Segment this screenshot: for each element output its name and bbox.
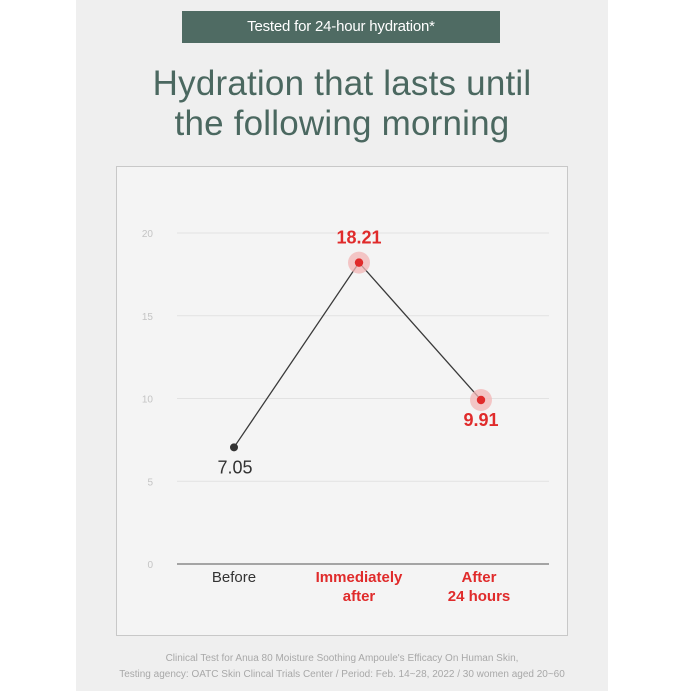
test-banner: Tested for 24-hour hydration* <box>182 11 500 43</box>
data-point <box>355 258 363 266</box>
x-tick-label: After <box>461 569 497 586</box>
page-title <box>76 64 608 144</box>
y-tick-label: 0 <box>147 560 153 571</box>
footnote-line-2: Testing agency: OATC Skin Clincal Trials Center / Period: Feb. 14~28, 2022 / 30 women aged 20~60 <box>119 669 565 680</box>
x-tick-label: Before <box>211 569 257 586</box>
footnote <box>76 651 608 683</box>
series-line <box>234 263 481 448</box>
y-tick-label: 15 <box>141 311 153 323</box>
y-tick-label: 20 <box>141 229 153 240</box>
title-line-1: Hydration that lasts until <box>152 64 532 103</box>
data-label: 18.21 <box>336 227 382 248</box>
data-label: 9.91 <box>463 409 499 430</box>
x-tick-label: after <box>342 588 376 605</box>
y-tick-label: 5 <box>147 477 153 489</box>
hydration-line-chart <box>117 167 569 637</box>
data-point <box>477 396 485 404</box>
data-point <box>230 443 238 451</box>
y-tick-label: 10 <box>141 394 153 406</box>
data-label: 7.05 <box>217 457 253 478</box>
title-line-2: the following morning <box>174 104 510 143</box>
x-tick-label: Immediately <box>315 569 403 586</box>
footnote-line-1: Clinical Test for Anua 80 Moisture Soothing Ampoule's Efficacy On Human Skin, <box>165 653 519 664</box>
chart-frame <box>116 166 568 636</box>
x-tick-label: 24 hours <box>447 588 511 605</box>
